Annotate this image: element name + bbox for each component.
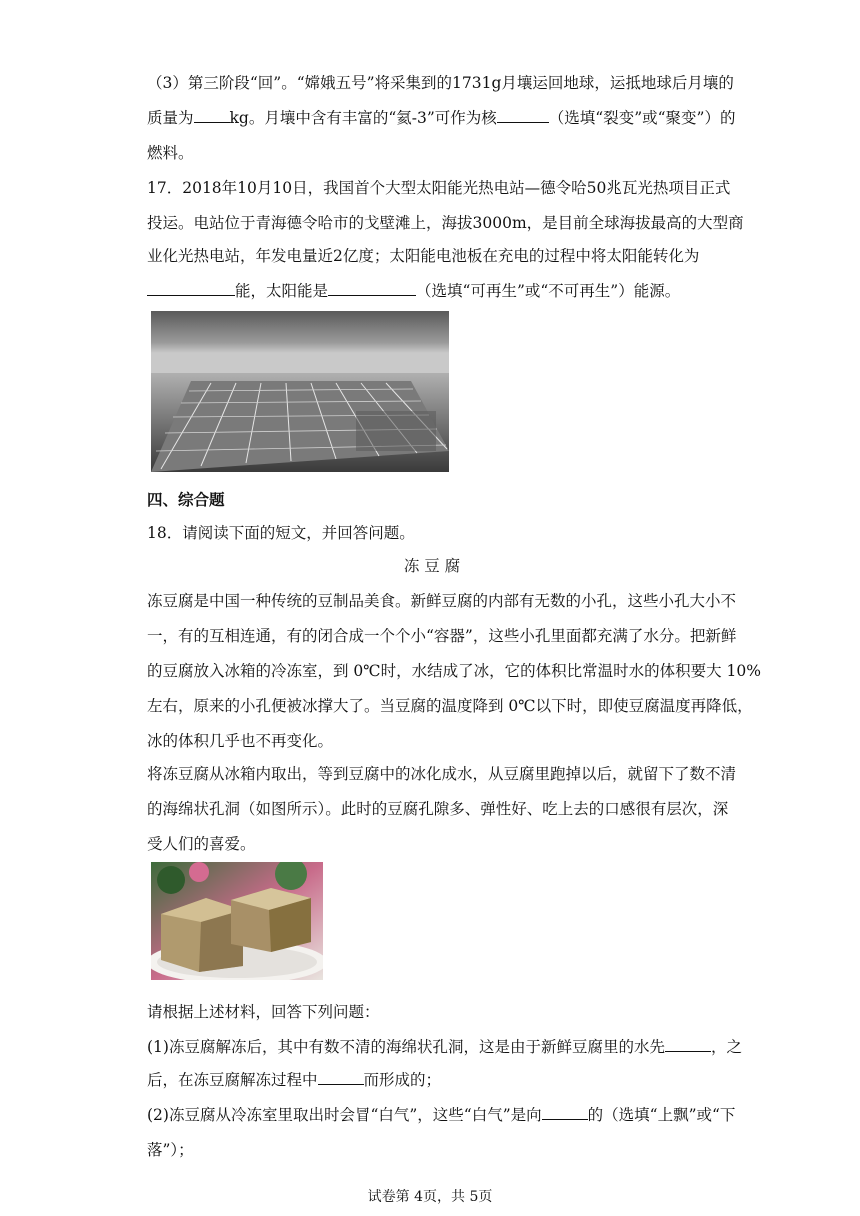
section-heading: 四、综合题 [147,490,225,509]
q18-p2-line2: 的海绵状孔洞（如图所示）。此时的豆腐孔隙多、弹性好、吃上去的口感很有层次，深 [147,800,729,818]
frozen-tofu-photo [151,862,323,980]
q17-text-b: （选填“可再生”或“不可再生”）能源。 [416,282,681,300]
q18-sub1-line2 [147,1070,727,1090]
q18-intro: 18．请阅读下面的短文，并回答问题。 [147,524,415,542]
answer-blank[interactable] [542,1105,588,1120]
q18-p1-line5: 冰的体积几乎也不再变化。 [147,732,334,750]
sub1-text-b: ，之 [710,1038,742,1056]
sub2-text-b: 的（选填“上飘”或“下 [587,1106,736,1124]
q18-p1-line2: 一，有的互相连通，有的闭合成一个个小“容器”，这些小孔里面都充满了水分。把新鲜 [147,627,737,645]
q18-p2-line3: 受人们的喜爱。 [147,835,256,853]
q18-p1-line3: 的豆腐放入冰箱的冷冻室，到 0℃时，水结成了冰，它的体积比常温时水的体积要大 10% [147,662,762,680]
q18-p1-line4: 左右，原来的小孔便被冰撑大了。当豆腐的温度降到 0℃以下时，即使豆腐温度再降低， [147,697,753,715]
q18-p2-line1: 将冻豆腐从冰箱内取出，等到豆腐中的冰化成水，从豆腐里跑掉以后，就留下了数不清 [147,765,737,783]
sub1-text-d: 而形成的； [363,1071,442,1089]
q16-text-b: kg。月壤中含有丰富的“氦-3”可作为核 [229,109,497,127]
q18-sub1-line1 [147,1037,742,1057]
solar-plant-photo [151,311,449,472]
q18-sub2-line2: 落”）； [147,1141,194,1159]
q17-line4 [147,281,727,301]
answer-blank[interactable] [497,108,549,123]
q16-line3: 燃料。 [147,144,194,162]
q16-text-c: （选填“裂变”或“聚变”）的 [548,109,736,127]
q17-line2: 投运。电站位于青海德令哈市的戈壁滩上，海拔3000m，是目前全球海拔最高的大型商 [147,214,744,232]
q16-line1: （3）第三阶段“回”。“嫦娥五号”将采集到的1731g月壤运回地球，运抵地球后月壤的 [147,74,734,92]
answer-blank[interactable] [328,281,416,296]
answer-blank[interactable] [318,1070,364,1085]
q17-text-a: 能，太阳能是 [235,282,329,300]
answer-blank[interactable] [665,1037,711,1052]
answer-blank[interactable] [194,108,230,123]
q17-line3: 业化光热电站，年发电量近2亿度；太阳能电池板在充电的过程中将太阳能转化为 [147,247,700,265]
page-footer: 试卷第 4页，共 5页 [367,1189,493,1205]
q18-sub2-line1 [147,1105,736,1125]
q16-text-a: 质量为 [147,109,194,127]
q18-prompt: 请根据上述材料，回答下列问题： [147,1003,380,1021]
q17-line1: 17．2018年10月10日，我国首个大型太阳能光热电站—德令哈50兆瓦光热项目正式 [147,179,731,197]
sub2-text-a: (2)冻豆腐从冷冻室里取出时会冒“白气”，这些“白气”是向 [147,1106,542,1124]
sub1-text-a: (1)冻豆腐解冻后，其中有数不清的海绵状孔洞，这是由于新鲜豆腐里的水先 [147,1038,665,1056]
article-title: 冻 豆 腐 [403,557,461,575]
q18-p1-line1: 冻豆腐是中国一种传统的豆制品美食。新鲜豆腐的内部有无数的小孔，这些小孔大小不 [147,592,737,610]
sub1-text-c: 后，在冻豆腐解冻过程中 [147,1071,318,1089]
q16-line2 [147,108,736,128]
answer-blank[interactable] [147,281,235,296]
